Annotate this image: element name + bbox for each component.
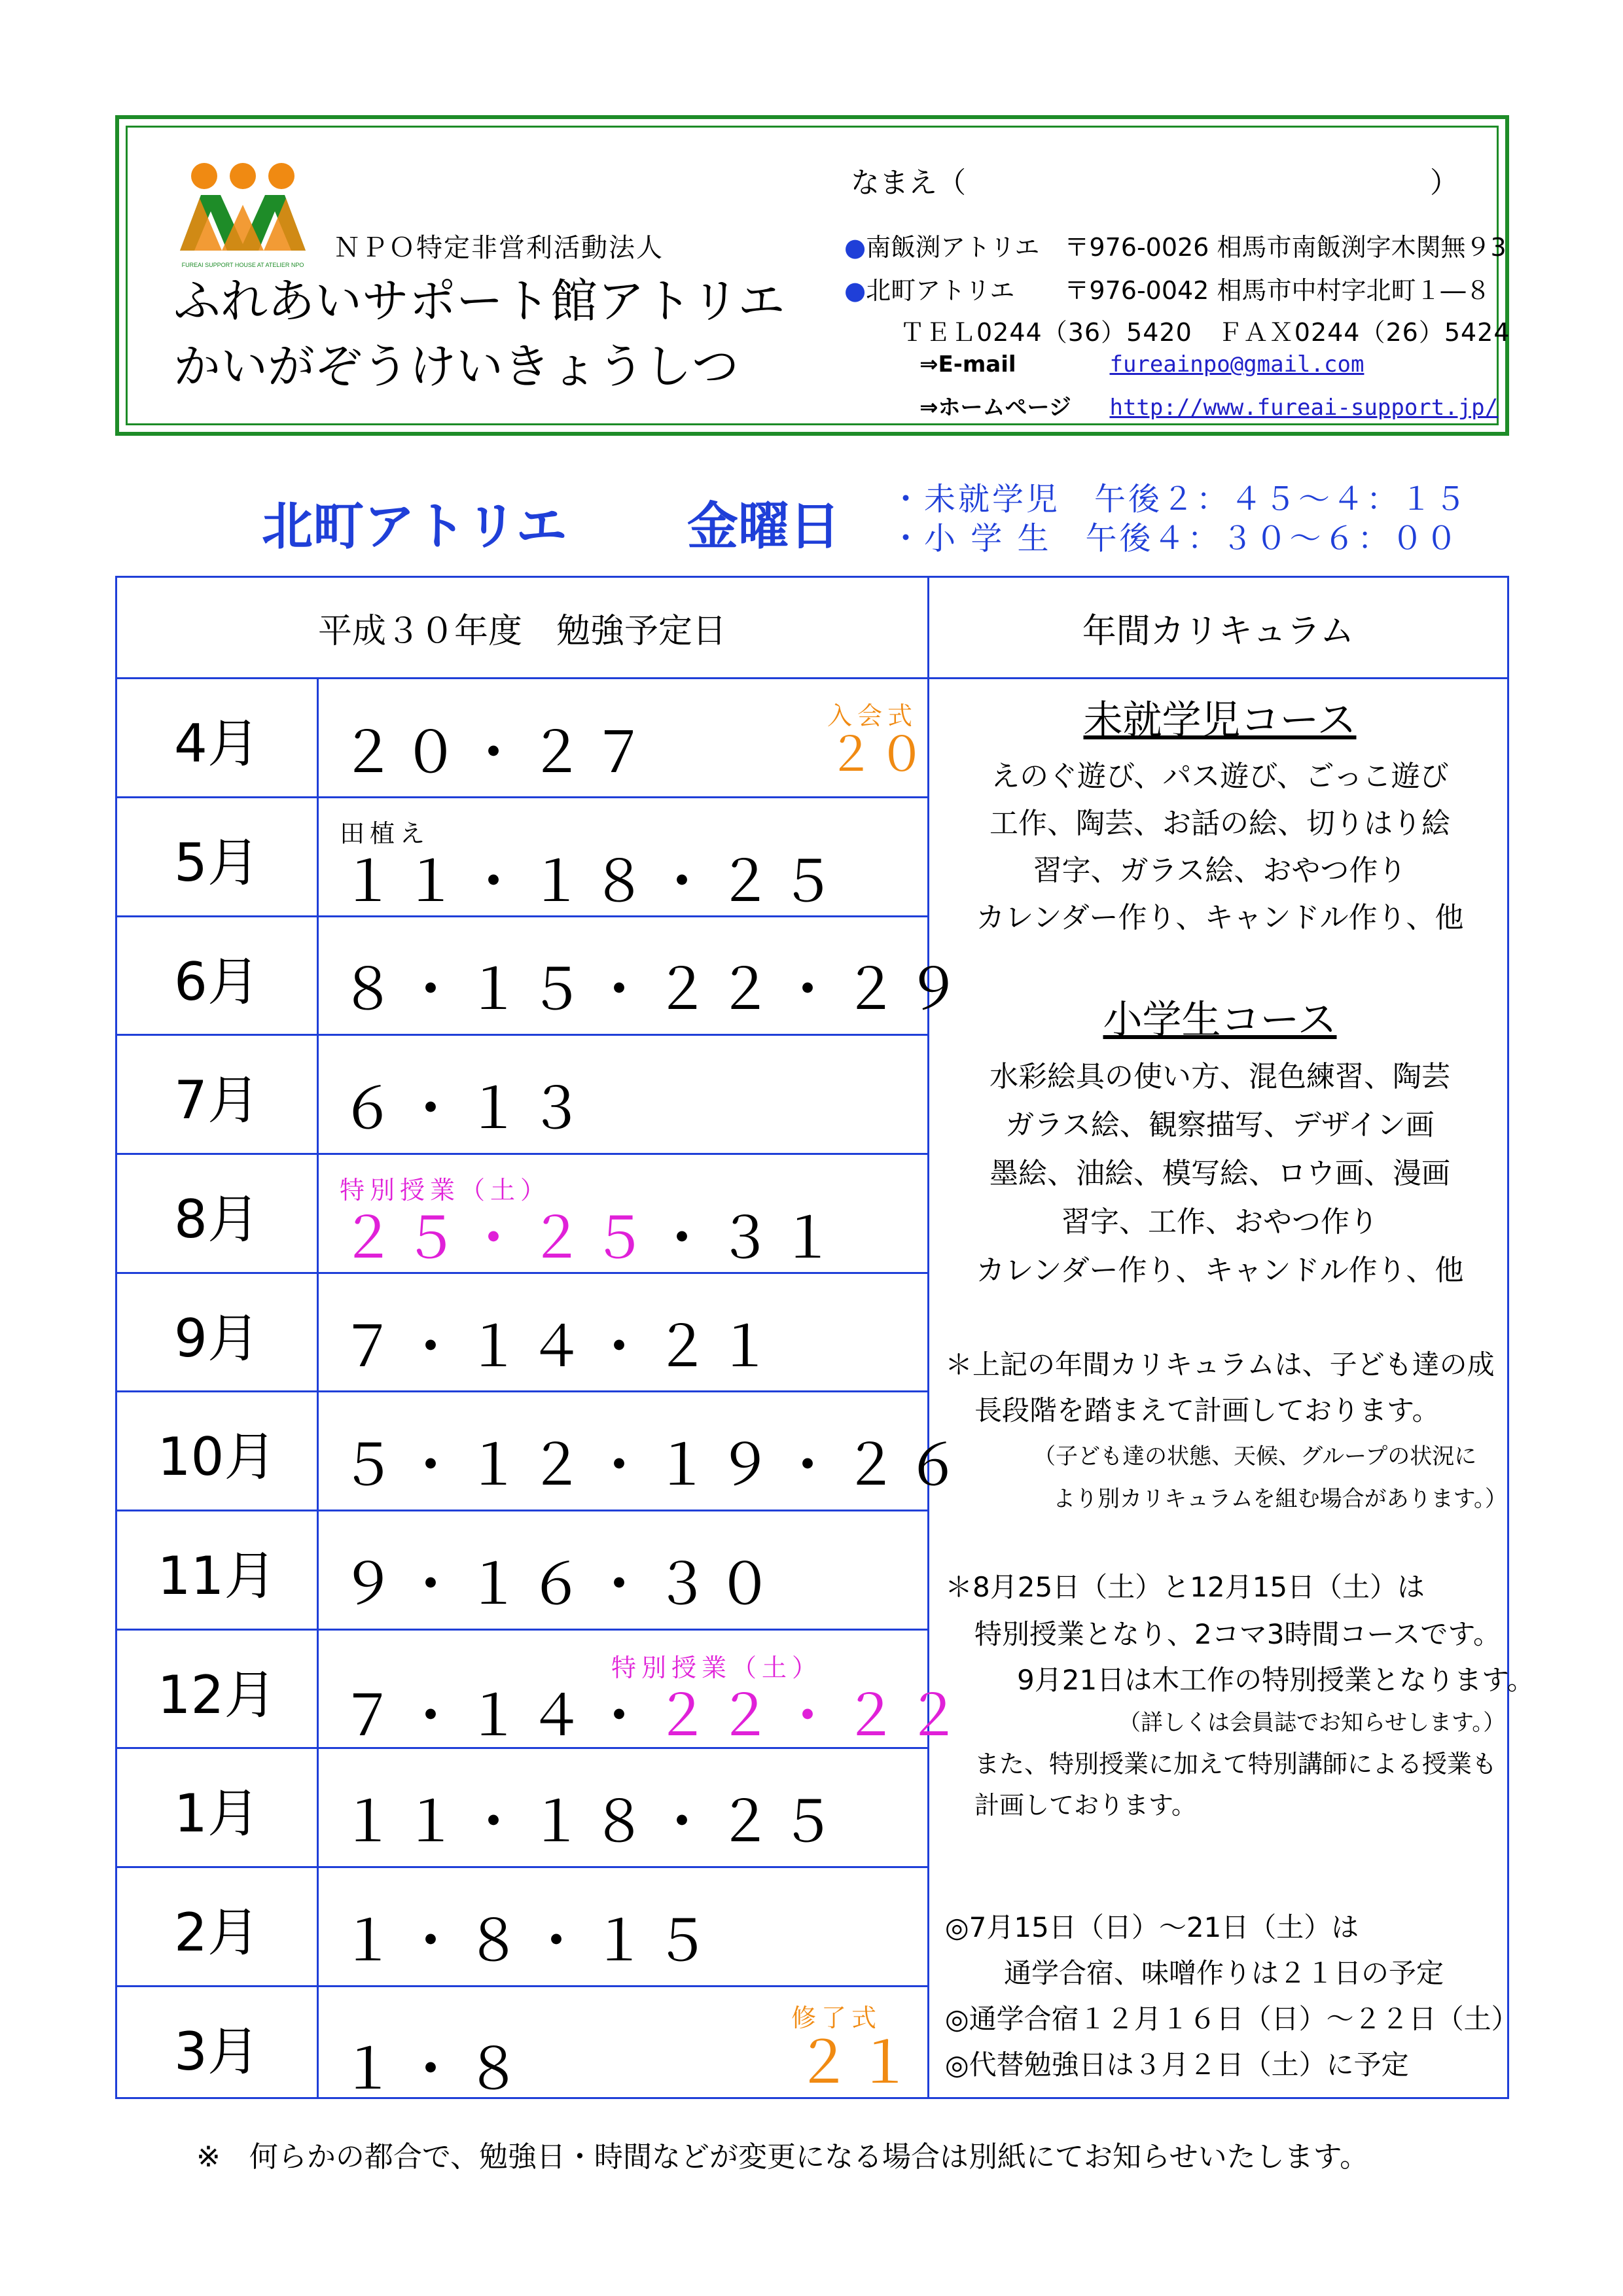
svg-text:FUREAI SUPPORT HOUSE AT ATELIE: FUREAI SUPPORT HOUSE AT ATELIER NPO — [181, 262, 304, 268]
month-label: 3月 — [174, 2021, 260, 2082]
curriculum-line: えのぐ遊び、パス遊び、ごっこ遊び — [991, 760, 1449, 793]
note3-line1: ◎7月15日（日）～21日（土）は — [945, 1911, 1359, 1943]
march-big: ２１ — [794, 2029, 918, 2096]
header-inner-border — [126, 126, 1510, 425]
time-elementary: ・小 学 生 午後４：３０～６：００ — [890, 520, 1460, 557]
may-note: 田植え — [340, 819, 431, 848]
curriculum-line: 習字、工作、おやつ作り — [1061, 1205, 1378, 1239]
name-label: なまえ（ — [851, 166, 966, 200]
dates-april: ２０・２７ — [340, 720, 654, 786]
april-big: ２０ — [827, 727, 930, 782]
dates-may: １１・１８・２５ — [340, 849, 842, 915]
preschool-lines — [932, 753, 1508, 942]
footer-note: ※ 何らかの都合で、勉強日・時間などが変更になる場合は別紙にてお知らせいたします。 — [196, 2140, 1369, 2174]
month-label: 2月 — [174, 1901, 260, 1963]
month-label: 8月 — [174, 1188, 260, 1250]
note1-small2: より別カリキュラムを組む場合があります。） — [1053, 1486, 1507, 1512]
curriculum-line: カレンダー作り、キャンドル作り、他 — [976, 901, 1464, 934]
dates-december: ７・１４・２２・２２ — [340, 1684, 968, 1749]
dates-june: ８・１５・２２・２９ — [340, 957, 968, 1023]
org-name-line2: かいがぞうけいきょうしつ — [173, 339, 740, 394]
curriculum-line: 工作、陶芸、お話の絵、切りはり絵 — [990, 807, 1450, 840]
npo-logo — [175, 159, 311, 275]
column-divider — [927, 578, 929, 2097]
curriculum-line: 習字、ガラス絵、おやつ作り — [1033, 854, 1407, 887]
month-label: 4月 — [174, 713, 260, 774]
homepage-link[interactable]: http://www.fureai-support.jp/ — [1109, 395, 1499, 421]
schedule-table — [115, 576, 1535, 2102]
note3-line2: 通学合宿、味噌作りは２１日の予定 — [1004, 1957, 1444, 1989]
april-note: 入会式 — [827, 701, 918, 730]
curriculum-line: 墨絵、油絵、模写絵、ロウ画、漫画 — [990, 1157, 1450, 1190]
dates-september: ７・１４・２１ — [340, 1315, 779, 1380]
header-divider — [117, 677, 1507, 679]
elementary-lines — [932, 1053, 1508, 1295]
march-note: 修了式 — [791, 2004, 882, 2032]
preschool-title: 未就学児コース — [1083, 698, 1357, 743]
note2-line2: 特別授業となり、2コマ3時間コースです。 — [974, 1618, 1501, 1650]
note1-small1: （子ども達の状態、天候、グループの状況に — [1033, 1443, 1477, 1470]
note2-line4: また、特別授業に加えて特別講師による授業も — [974, 1750, 1497, 1778]
email-label: ⇒E-mail — [919, 351, 1016, 378]
month-label: 6月 — [174, 951, 260, 1012]
dates-october: ５・１２・１９・２６ — [340, 1433, 968, 1498]
tel-fax: ＴＥＬ0244（36）5420 ＦＡＸ0244（26）5424 — [900, 318, 1510, 347]
header-box — [115, 115, 1509, 436]
month-label: 10月 — [157, 1426, 277, 1487]
npo-label: ＮＰＯ特定非営利活動法人 — [334, 233, 664, 263]
elementary-course — [932, 989, 1508, 1295]
page-title-day: 金曜日 — [687, 497, 841, 556]
curriculum-line: ガラス絵、観察描写、デザイン画 — [1005, 1108, 1435, 1142]
note3-line3: ◎通学合宿１２月１６日（日）～２２日（土） — [945, 2003, 1519, 2035]
email-link[interactable]: fureainpo@gmail.com — [1109, 351, 1364, 378]
curriculum-line: カレンダー作り、キャンドル作り、他 — [976, 1254, 1464, 1287]
note3-line4: ◎代替勉強日は３月２日（土）に予定 — [945, 2049, 1409, 2081]
atelier-b-address: ●北町アトリエ 〒976-0042 相馬市中村字北町１―８ — [844, 276, 1491, 305]
note1-line1: ＊上記の年間カリキュラムは、子ども達の成 — [945, 1349, 1495, 1381]
dates-november: ９・１６・３０ — [340, 1552, 779, 1617]
preschool-course — [932, 689, 1508, 942]
homepage-label: ⇒ホームページ — [919, 395, 1071, 421]
org-name-line1: ふれあいサポート館アトリエ — [173, 274, 785, 328]
dates-january: １１・１８・２５ — [340, 1790, 842, 1855]
dates-august: ２５・２５・３１ — [340, 1206, 842, 1271]
august-note: 特別授業（土） — [340, 1176, 551, 1205]
note2-line1: ＊8月25日（土）と12月15日（土）は — [945, 1571, 1425, 1603]
december-note: 特別授業（土） — [611, 1653, 823, 1682]
dates-march: １・８ — [340, 2037, 528, 2102]
page-title-place: 北町アトリエ — [262, 497, 567, 556]
month-label: 1月 — [174, 1782, 260, 1844]
header-schedule: 平成３０年度 勉強予定日 — [317, 611, 726, 651]
name-close: ） — [1430, 166, 1459, 200]
curriculum-line: 水彩絵具の使い方、混色練習、陶芸 — [990, 1060, 1450, 1093]
bullet-icon: ● — [844, 233, 866, 262]
atelier-a-address: ●南飯渕アトリエ 〒976-0026 相馬市南飯渕字木関無９3 — [844, 233, 1507, 262]
month-divider — [317, 677, 319, 2097]
note2-line3: 9月21日は木工作の特別授業となります。 — [1017, 1664, 1535, 1696]
month-label: 11月 — [157, 1545, 277, 1606]
month-label: 12月 — [157, 1664, 277, 1725]
email-row — [919, 351, 1364, 378]
month-label: 9月 — [174, 1307, 260, 1369]
note2-small: （詳しくは会員誌でお知らせします。） — [1118, 1710, 1506, 1736]
month-label: 5月 — [174, 832, 260, 893]
bullet-icon: ● — [844, 276, 866, 305]
time-preschool: ・未就学児 午後２：４５～４：１５ — [890, 481, 1469, 518]
month-label: 7月 — [174, 1069, 260, 1131]
note2-line5: 計画しております。 — [974, 1791, 1196, 1820]
homepage-row — [919, 389, 1498, 421]
dates-february: １・８・１５ — [340, 1909, 717, 1974]
dates-july: ６・１３ — [340, 1076, 591, 1142]
note1-line2: 長段階を踏まえて計画しております。 — [974, 1394, 1440, 1426]
elementary-title: 小学生コース — [1103, 997, 1337, 1043]
header-curriculum: 年間カリキュラム — [1082, 611, 1355, 651]
